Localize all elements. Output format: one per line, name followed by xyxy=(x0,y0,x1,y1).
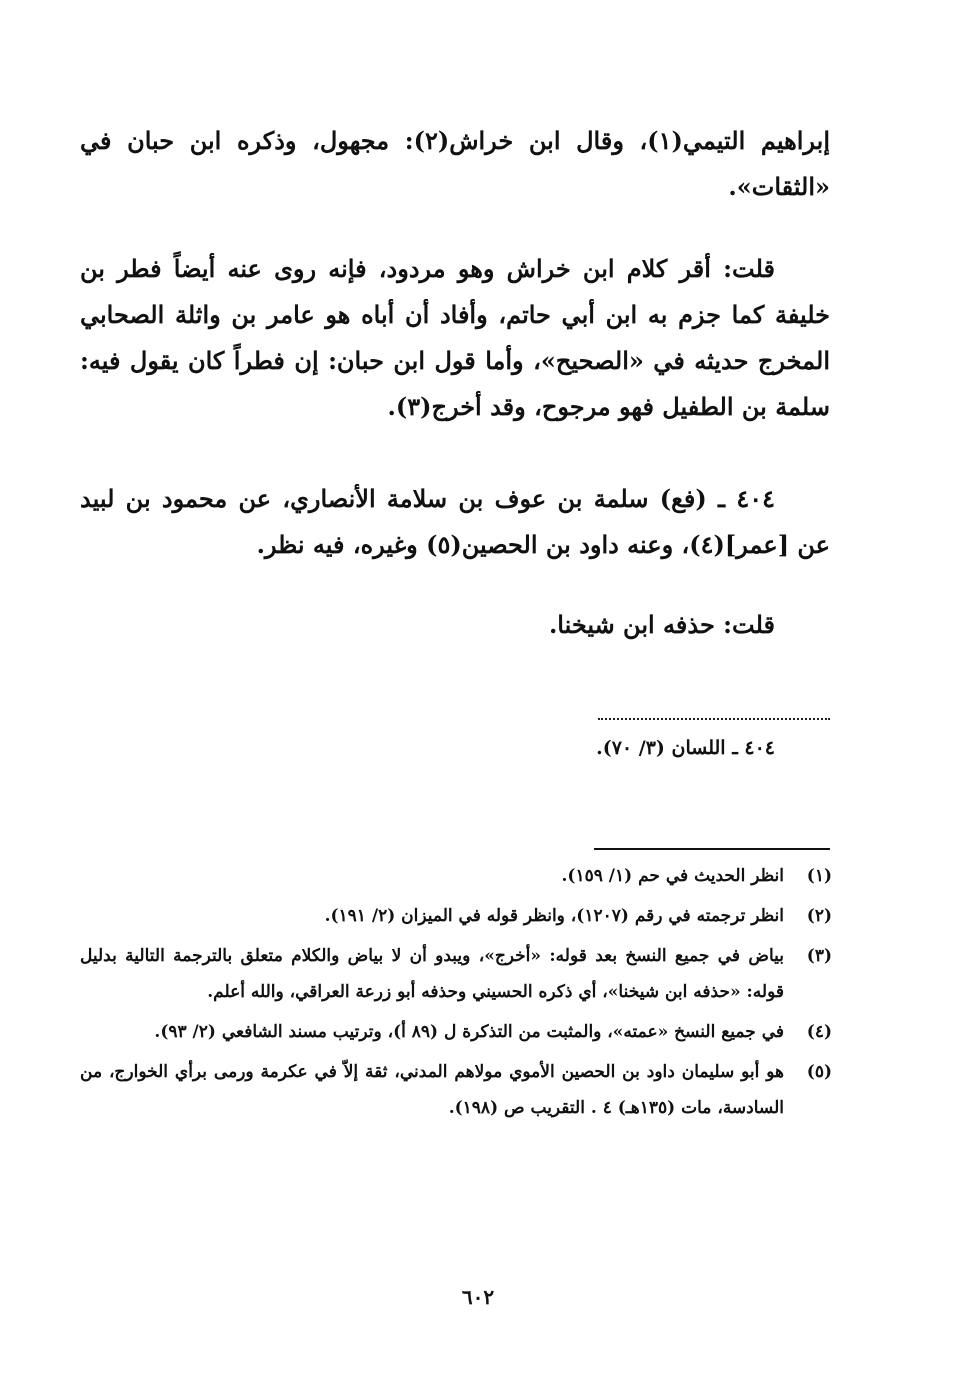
footnote-number: (٥) xyxy=(806,1062,832,1082)
footnote-number: (٤) xyxy=(806,1022,832,1042)
footnote-item xyxy=(80,1054,832,1126)
paragraph-comment xyxy=(80,246,830,430)
footnote-number: (٣) xyxy=(806,946,832,966)
dotted-separator xyxy=(598,708,830,720)
page-number: ٦٠٢ xyxy=(461,1285,495,1309)
footnote-item xyxy=(80,858,832,894)
footnote-rule xyxy=(594,848,830,850)
footnote-text: في جميع النسخ «عمته»، والمثبت من التذكرة ل (٨٩ أ)، وترتيب مسند الشافعي (٢/ ٩٣). xyxy=(154,1022,784,1042)
paragraph-text: قلت: أقر كلام ابن خراش وهو مردود، فإنه روى عنه أيضاً فطر بن خليفة كما جزم به ابن أبي حاتم، وأفاد أن أباه هو عامر بن واثلة الصحابي المخرج حديثه في «الصحيح»، وأما قول ابن حبان: إن فطراً كان يقول فيه: سلمة بن الطفيل فهو مرجوح، وقد أخرج(٣). xyxy=(80,254,830,421)
reference-line: ٤٠٤ ـ اللسان (٣/ ٧٠). xyxy=(596,737,775,759)
paragraph-text: ٤٠٤ ـ (فع) سلمة بن عوف بن سلامة الأنصاري، عن محمود بن لبيد عن [عمر](٤)، وعنه داود بن الحصين(٥) وغيره، فيه نظر. xyxy=(80,484,830,559)
footnote-item xyxy=(80,1014,832,1050)
footnote-text: بياض في جميع النسخ بعد قوله: «أخرج»، ويبدو أن لا بياض والكلام متعلق بالترجمة التالية بدليل قوله: «حذفه ابن شيخنا»، أي ذكره الحسيني وحذفه أبو زرعة العراقي، والله أعلم. xyxy=(80,946,784,1002)
paragraph-text: إبراهيم التيمي(١)، وقال ابن خراش(٢): مجهول، وذكره ابن حبان في «الثقات». xyxy=(80,126,830,201)
paragraph-comment-2 xyxy=(80,602,830,648)
paragraph-text: قلت: حذفه ابن شيخنا. xyxy=(548,610,775,639)
footnote-text: انظر ترجمته في رقم (١٢٠٧)، وانظر قوله في الميزان (٢/ ١٩١). xyxy=(324,906,784,926)
footnote-number: (٢) xyxy=(806,906,832,926)
entry-404 xyxy=(80,476,830,568)
footnote-text: هو أبو سليمان داود بن الحصين الأموي مولاهم المدني، ثقة إلاّ في عكرمة ورمى برأي الخوارج، من السادسة، مات (١٣٥هـ) ٤ . التقريب ص (١٩٨). xyxy=(80,1062,784,1118)
footnote-text: انظر الحديث في حم (١/ ١٥٩). xyxy=(561,866,784,886)
paragraph-continuation xyxy=(80,118,830,210)
footnote-item xyxy=(80,898,832,934)
footnotes xyxy=(80,858,832,1130)
footnote-item xyxy=(80,938,832,1010)
footnote-number: (١) xyxy=(806,866,832,886)
